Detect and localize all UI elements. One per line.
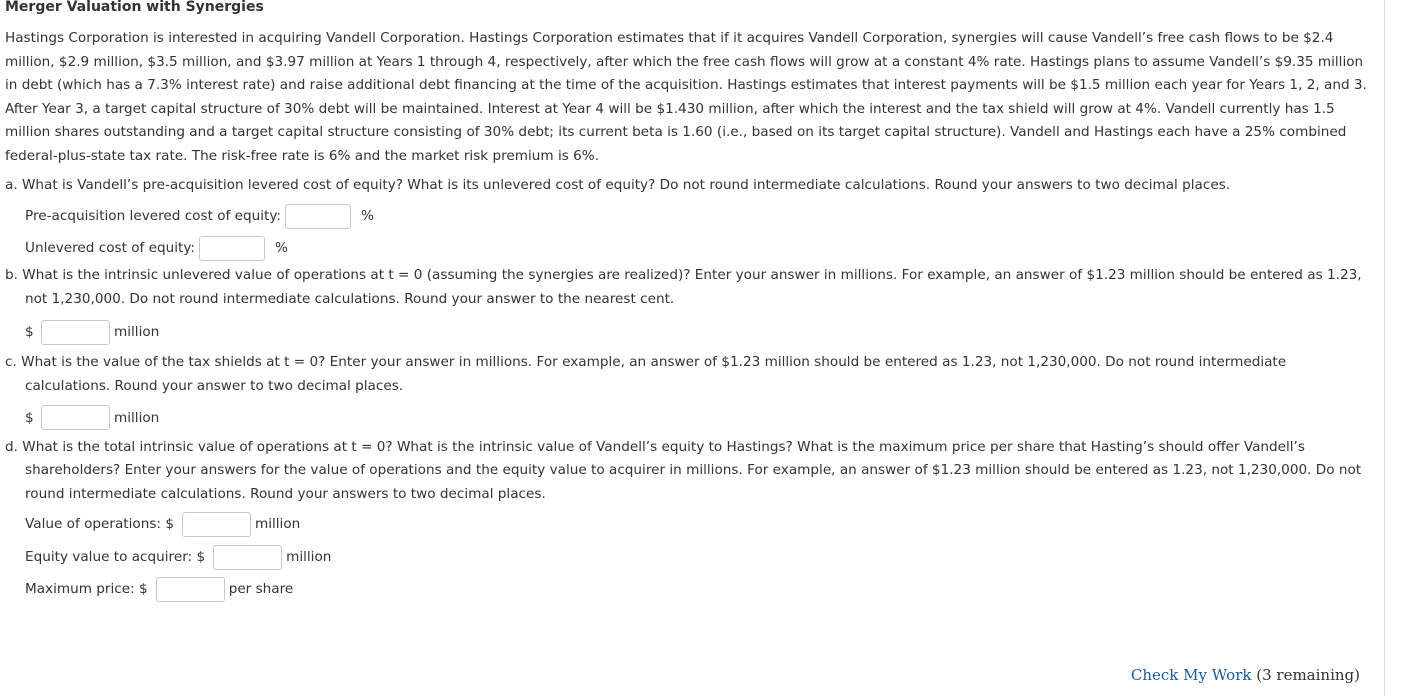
question-d-line2: shareholders? Enter your answers for the value of operations and the equity value to acquirer in millions. For example, an answer of $1.23 million should be entered as 1.23, not 1,230,000. Do not [25,462,1362,479]
maximum-price-unit: per share [228,581,294,598]
equity-value-input[interactable] [213,545,282,570]
check-my-work-link[interactable]: Check My Work [1130,666,1252,684]
content-right-border [1384,0,1385,696]
question-d-letter: d. [5,438,18,455]
unlevered-cost-input[interactable] [199,236,265,261]
question-a [5,174,1375,198]
question-c-letter: c. [5,354,17,371]
value-of-operations-label: Value of operations: $ [25,516,174,533]
unlevered-value-input[interactable] [41,320,110,345]
check-my-work-area [1131,666,1360,684]
question-b [5,264,1375,311]
maximum-price-label: Maximum price: $ [25,581,148,598]
tax-shield-unit: million [114,409,160,426]
question-c-line2: calculations. Round your answer to two decimal places. [25,377,404,394]
tax-shield-dollar: $ [25,409,34,426]
value-of-operations-row [25,511,1375,537]
problem-intro: Hastings Corporation is interested in acquiring Vandell Corporation. Hastings Corporation estimates that if it acquires Vandell Corporation, synergies will cause Vandell’s free cash flows to be $2.4 million, $2.9 million, $3.5 million, and $3.97 million at Years 1 through 4, respectively, after which the free cash flows will grow at a constant 4% rate. Hastings plans to assume Vandell’s $9.35 million in debt (which has a 7.3% interest rate) and raise additional debt financing at the time of the acquisition. Hastings estimates that interest payments will be $1.5 million each year for Years 1, 2, and 3. After Year 3, a target capital structure of 30% debt will be maintained. Interest at Year 4 will be $1.430 million, after which the interest and the tax shield will grow at 4%. Vandell currently has 1.5 million shares outstanding and a target capital structure consisting of 30% debt; its current beta is 1.60 (i.e., based on its target capital structure). Vandell and Hastings each have a 25% combined federal-plus-state tax rate. The risk-free rate is 6% and the market risk premium is 6%. [5,30,1367,164]
levered-cost-label: Pre-acquisition levered cost of equity: [25,208,282,225]
levered-cost-unit: % [361,208,374,225]
equity-value-row [25,544,1375,570]
question-d [5,436,1375,507]
maximum-price-input[interactable] [156,577,225,602]
attempts-remaining: (3 remaining) [1256,666,1360,684]
problem-title: Merger Valuation with Synergies [5,0,264,15]
question-d-line3: round intermediate calculations. Round your answers to two decimal places. [25,485,546,502]
question-b-line1: What is the intrinsic unlevered value of operations at t = 0 (assuming the synergies are realized)? Enter your answer in millions. For example, an answer of $1.23 million should be entered as 1.23, [22,267,1362,284]
levered-cost-row [25,203,1375,229]
unlevered-cost-label: Unlevered cost of equity: [25,240,196,257]
levered-cost-input[interactable] [285,204,351,229]
problem-content [5,0,1375,602]
question-a-text: What is Vandell’s pre-acquisition levered cost of equity? What is its unlevered cost of equity? Do not round intermediate calculations. Round your answers to two decimal places. [21,176,1231,193]
equity-value-label: Equity value to acquirer: $ [25,549,206,566]
value-of-operations-unit: million [254,516,301,533]
question-b-letter-text: b. [5,267,18,284]
unlevered-value-dollar: $ [25,324,34,341]
question-c [5,351,1375,398]
unlevered-cost-row [25,235,1375,261]
tax-shield-input[interactable] [41,405,110,430]
tax-shield-row [25,405,1375,431]
question-b-line2: not 1,230,000. Do not round intermediate calculations. Round your answer to the nearest cent. [25,290,675,307]
unlevered-value-row [25,319,1375,345]
maximum-price-row [25,576,1375,602]
question-c-line1: What is the value of the tax shields at t = 0? Enter your answer in millions. For example, an answer of $1.23 million should be entered as 1.23, not 1,230,000. Do not round intermediate [21,354,1287,371]
value-of-operations-input[interactable] [182,512,251,537]
unlevered-cost-unit: % [275,240,288,257]
unlevered-value-unit: million [114,324,160,341]
question-a-letter: a. [5,176,18,193]
question-d-line1: What is the total intrinsic value of operations at t = 0? What is the intrinsic value of Vandell’s equity to Hastings? What is the maximum price per share that Hasting’s should offer Vandell’s [22,438,1305,455]
equity-value-unit: million [286,549,332,566]
